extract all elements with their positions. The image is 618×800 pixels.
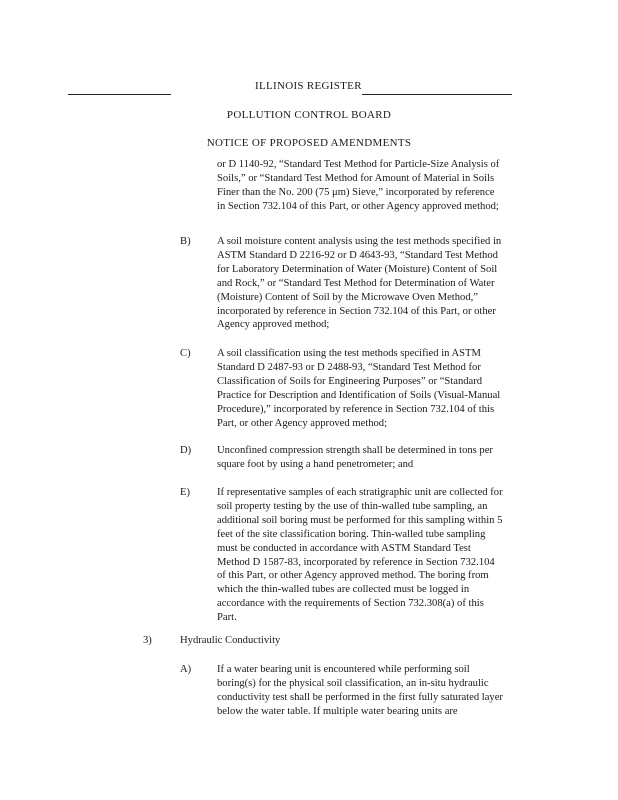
item-label-d: D) (180, 445, 192, 456)
text-line: boring(s) for the physical soil classification, an in-situ hydraulic (217, 677, 489, 689)
text-line: must be conducted in accordance with ASTM Standard Test (217, 542, 471, 554)
text-line: If representative samples of each stratigraphic unit are collected for (217, 487, 503, 498)
subitem-label-a: A) (180, 664, 192, 675)
text-line: accordance with the requirements of Section 732.308(a) of this (217, 598, 484, 610)
item-paragraph-b (217, 235, 501, 332)
text-line: below the water table. If multiple water bearing units are (217, 705, 458, 717)
text-line: which the thin-walled tubes are collected must be logged in (217, 584, 470, 596)
text-line: Finer than the No. 200 (75 μm) Sieve,” incorporated by reference (217, 186, 495, 198)
text-line: for Laboratory Determination of Water (Moisture) Content of Soil (217, 263, 498, 275)
section-title: Hydraulic Conductivity (180, 635, 281, 646)
text-line: of this Part, or other Agency approved method. The boring from (217, 570, 489, 582)
text-line: additional soil boring must be performed for this sampling within 5 (217, 514, 503, 526)
item-label-e: E) (180, 487, 190, 498)
text-line: A soil moisture content analysis using the test methods specified in (217, 236, 502, 247)
text-line: feet of the site classification boring. Thin-walled tube sampling (217, 528, 486, 540)
text-line: ASTM Standard D 2216-92 or D 4643-93, “Standard Test Method (217, 249, 498, 261)
text-line: Part, or other Agency approved method; (217, 417, 388, 429)
subitem-paragraph-a (217, 663, 503, 719)
text-line: Practice for Description and Identification of Soils (Visual-Manual (217, 389, 501, 401)
text-line: or D 1140-92, “Standard Test Method for Particle-Size Analysis of (217, 159, 500, 170)
text-line: and Rock,” or “Standard Test Method for Determination of Water (217, 277, 495, 289)
item-paragraph-c (217, 347, 500, 430)
header-rule-left (68, 94, 171, 95)
text-line: If a water bearing unit is encountered while performing soil (217, 664, 470, 675)
agency-name: POLLUTION CONTROL BOARD (226, 109, 392, 121)
text-line: (Moisture) Content of Soil by the Microwave Oven Method,” (217, 291, 478, 303)
header-rule-right (362, 94, 512, 95)
text-line: Procedure),” incorporated by reference in Section 732.104 of this (217, 403, 495, 415)
item-paragraph-d (217, 444, 493, 472)
register-title: ILLINOIS REGISTER (255, 80, 362, 92)
continuation-paragraph (217, 158, 499, 214)
section-label-3: 3) (143, 635, 152, 646)
text-line: incorporated by reference in Section 732.104 of this Part, or other (217, 305, 496, 317)
text-line: A soil classification using the test methods specified in ASTM (217, 348, 481, 359)
text-line: conductivity test shall be performed in the first fully saturated layer (217, 691, 503, 703)
text-line: square foot by using a hand penetrometer; and (217, 458, 414, 470)
text-line: Classification of Soils for Engineering Purposes” or “Standard (217, 375, 483, 387)
text-line: in Section 732.104 of this Part, or other Agency approved method; (217, 200, 499, 212)
text-line: Unconfined compression strength shall be determined in tons per (217, 445, 493, 456)
item-label-c: C) (180, 348, 191, 359)
text-line: Method D 1587-83, incorporated by reference in Section 732.104 (217, 556, 495, 568)
text-line: soil property testing by the use of thin-walled tube sampling, an (217, 500, 488, 512)
notice-title: NOTICE OF PROPOSED AMENDMENTS (206, 137, 412, 149)
text-line: Part. (217, 612, 237, 624)
text-line: Standard D 2487-93 or D 2488-93, “Standard Test Method for (217, 361, 481, 373)
text-line: Agency approved method; (217, 319, 330, 331)
text-line: Soils,” or “Standard Test Method for Amount of Material in Soils (217, 172, 495, 184)
item-paragraph-e (217, 486, 503, 625)
item-label-b: B) (180, 236, 191, 247)
